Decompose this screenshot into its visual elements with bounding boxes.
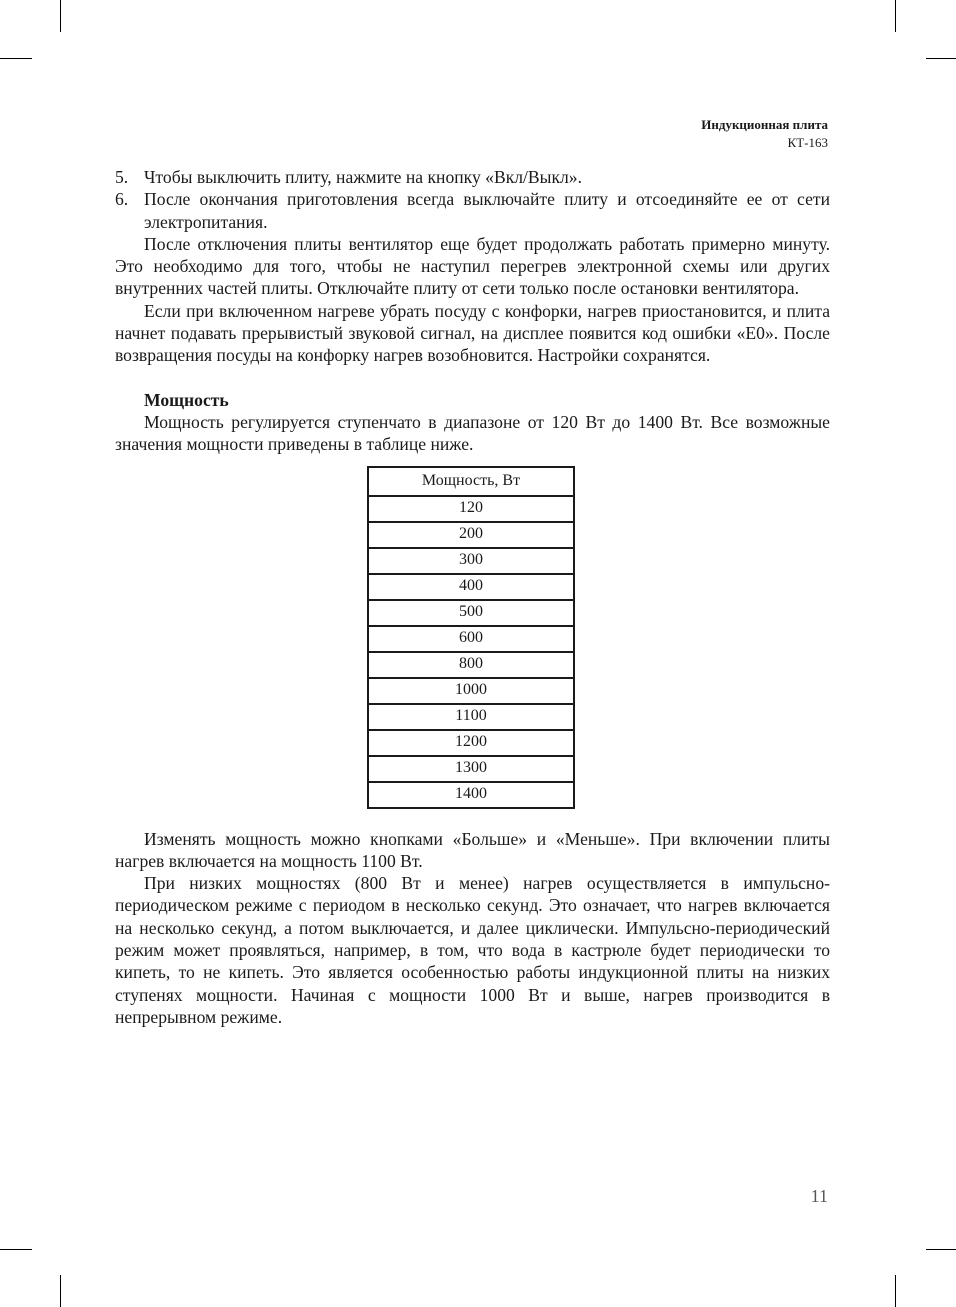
- table-row: [368, 600, 574, 626]
- running-header: [701, 116, 828, 152]
- power-table: [367, 466, 575, 809]
- table-cell: 800: [368, 652, 574, 678]
- table-row: [368, 496, 574, 522]
- table-cell: 300: [368, 548, 574, 574]
- paragraph-cookware-removed: Если при включенном нагреве убрать посуду с конфорки, нагрев приостановится, и плита начнет подавать прерывистый звуковой сигнал, на дисплее появится код ошибки «Е0». После возвращения посуды на конфорку нагрев возобновится. Настройки сохранятся.: [115, 300, 830, 366]
- table-header-row: [368, 467, 574, 496]
- page-number: 11: [810, 1186, 828, 1206]
- crop-mark-top-left-h: [0, 58, 32, 59]
- table-cell: 500: [368, 600, 574, 626]
- table-cell: 1200: [368, 730, 574, 756]
- table-row: [368, 704, 574, 730]
- table-header-cell: Мощность, Вт: [368, 467, 574, 496]
- table-cell: 200: [368, 522, 574, 548]
- paragraph-power-buttons: Изменять мощность можно кнопками «Больше» и «Меньше». При включении плиты нагрев включается на мощность 1100 Вт.: [115, 828, 830, 871]
- instruction-step: [115, 166, 830, 188]
- crop-mark-bottom-right: [895, 1275, 896, 1307]
- instruction-step: [115, 188, 830, 233]
- step-number: 5.: [115, 167, 129, 187]
- crop-mark-bottom-left: [60, 1275, 61, 1307]
- table-row: [368, 574, 574, 600]
- instruction-steps: [115, 166, 830, 233]
- table-row: [368, 626, 574, 652]
- table-row: [368, 730, 574, 756]
- table-row: [368, 652, 574, 678]
- table-row: [368, 522, 574, 548]
- table-cell: 1000: [368, 678, 574, 704]
- table-row: [368, 782, 574, 808]
- table-cell: 1100: [368, 704, 574, 730]
- table-row: [368, 756, 574, 782]
- section-title-power: Мощность: [144, 389, 229, 410]
- step-text: Чтобы выключить плиту, нажмите на кнопку «Вкл/Выкл».: [144, 167, 583, 187]
- step-text: После окончания приготовления всегда выключайте плиту и отсоединяйте ее от сети электропитания.: [144, 189, 830, 232]
- table-cell: 600: [368, 626, 574, 652]
- crop-mark-top-right-h: [926, 58, 956, 59]
- table-cell: 120: [368, 496, 574, 522]
- crop-mark-top-right: [895, 0, 896, 32]
- crop-mark-bottom-right-h: [926, 1249, 956, 1250]
- crop-mark-bottom-left-h: [0, 1249, 32, 1250]
- table-cell: 400: [368, 574, 574, 600]
- table-row: [368, 548, 574, 574]
- paragraph-pulse-mode: При низких мощностях (800 Вт и менее) нагрев осуществляется в импульсно-периодическом режиме с периодом в несколько секунд. Это означает, что нагрев включается на несколько секунд, а потом выключается, и далее циклически. Импульсно-периодический режим может проявляться, например, в том, что вода в кастрюле будет периодически то кипеть, то не кипеть. Это является особенностью работы индукционной плиты на низких ступенях мощности. Начиная с мощности 1000 Вт и выше, нагрев производится в непрерывном режиме.: [115, 873, 830, 1027]
- crop-mark-top-left: [60, 0, 61, 32]
- page-content: [115, 166, 830, 1028]
- paragraph-power-intro: Мощность регулируется ступенчато в диапазоне от 120 Вт до 1400 Вт. Все возможные значения мощности приведены в таблице ниже.: [115, 411, 830, 455]
- table-cell: 1300: [368, 756, 574, 782]
- table-cell: 1400: [368, 782, 574, 808]
- table-row: [368, 678, 574, 704]
- header-model: КТ-163: [787, 135, 828, 150]
- step-number: 6.: [115, 189, 129, 210]
- header-product-name: Индукционная плита: [701, 117, 828, 132]
- paragraph-fan-info: После отключения плиты вентилятор еще будет продолжать работать примерно минуту. Это необходимо для того, чтобы не наступил перегрев электронной схемы или других внутренних частей плиты. Отключайте плиту от сети только после остановки вентилятора.: [115, 233, 830, 299]
